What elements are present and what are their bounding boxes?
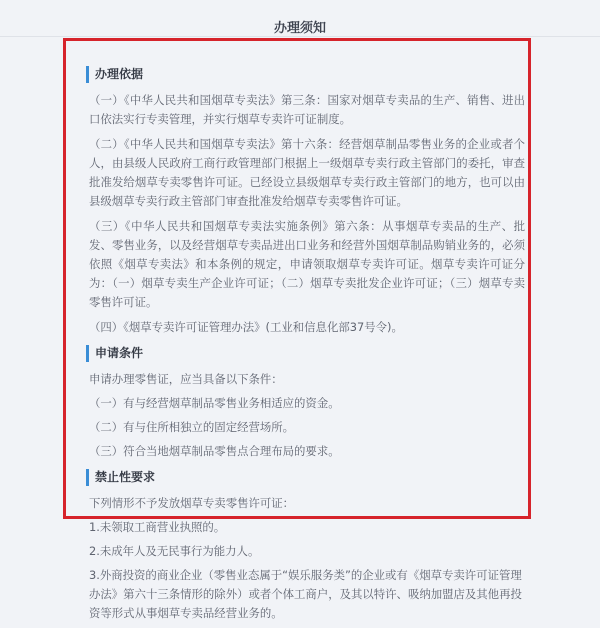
notice-content [89, 56, 525, 628]
basis-paragraph-2: （二）《中华人民共和国烟草专卖法》第十六条：经营烟草制品零售业务的企业或者个人，由县级人民政府工商行政管理部门根据上一级烟草专卖行政主管部门的委托，审查批准发给烟草专卖零售许可证。已经设立县级烟草专卖行政主管部门的地方，也可以由县级烟草专卖行政主管部门审查批准发给烟草专卖零售许可证。 [89, 137, 525, 208]
basis-paragraph-1: （一）《中华人民共和国烟草专卖法》第三条：国家对烟草专卖品的生产、销售、进出口依法实行专卖管理，并实行烟草专卖许可证制度。 [89, 93, 525, 126]
title-divider [0, 36, 600, 37]
basis-paragraph-3: （三）《中华人民共和国烟草专卖法实施条例》第六条：从事烟草专卖品的生产、批发、零售业务，以及经营烟草专卖品进出口业务和经营外国烟草制品购销业务的，必须依照《烟草专卖法》和本条例的规定，申请领取烟草专卖许可证。烟草专卖许可证分为：（一）烟草专卖生产企业许可证；（二）烟草专卖批发企业许可证；（三）烟草专卖零售许可证。 [89, 219, 525, 309]
page-title: 办理须知 [273, 21, 326, 36]
basis-paragraph-4: （四）《烟草专卖许可证管理办法》(工业和信息化部37号令)。 [89, 320, 403, 334]
conditions-intro: 申请办理零售证，应当具备以下条件： [89, 372, 283, 386]
section-heading-basis: 办理依据 [86, 66, 525, 83]
section-heading-conditions: 申请条件 [86, 345, 525, 362]
prohibition-item-2: 2.未成年人及无民事行为能力人。 [89, 544, 260, 558]
prohibitions-intro: 下列情形不予发放烟草专卖零售许可证： [89, 496, 295, 510]
condition-item-2: （二）有与住所相独立的固定经营场所。 [89, 420, 295, 434]
prohibition-item-1: 1.未领取工商营业执照的。 [89, 520, 226, 534]
prohibition-item-3: 3.外商投资的商业企业（零售业态属于“娱乐服务类”的企业或有《烟草专卖许可证管理办法》第六十三条情形的除外）或者个体工商户，及其以特许、吸纳加盟店及其他再投资等形式从事烟草专卖品经营业务的。 [89, 568, 522, 620]
condition-item-1: （一）有与经营烟草制品零售业务相适应的资金。 [89, 396, 340, 410]
condition-item-3: （三）符合当地烟草制品零售点合理布局的要求。 [89, 444, 340, 458]
section-heading-prohibitions: 禁止性要求 [86, 469, 525, 486]
